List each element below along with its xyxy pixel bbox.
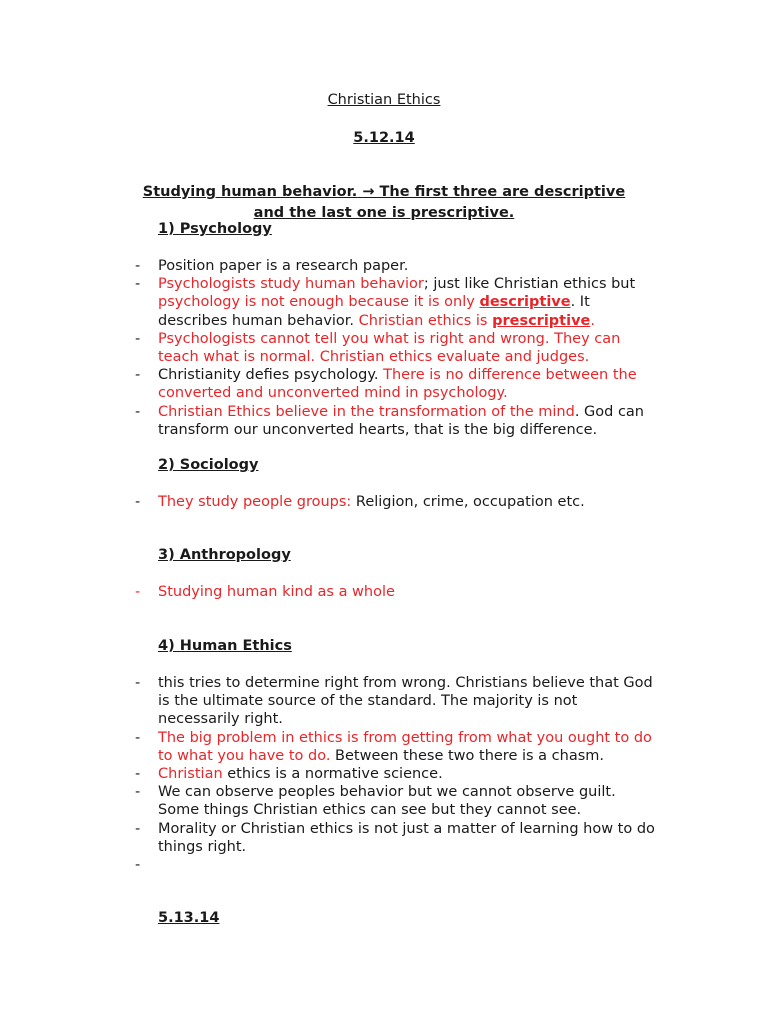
human-ethics-list xyxy=(135,674,655,874)
item-text-red: Christian xyxy=(158,766,223,783)
item-text-red: . xyxy=(590,312,595,329)
emphasis-descriptive: descriptive xyxy=(479,294,571,311)
bullet-dash: - xyxy=(135,584,141,600)
item-text-red: The big problem in ethics is from getting from what you ought to do to what you have to do. xyxy=(158,729,652,764)
right-arrow-icon: → xyxy=(362,184,375,200)
bullet-dash: - xyxy=(135,367,141,384)
list-item xyxy=(135,275,655,330)
bullet-dash: - xyxy=(135,403,141,420)
item-text-red: There is no difference between the converted and unconverted mind in psychology. xyxy=(158,367,637,402)
doc-date: 5.12.14 xyxy=(353,130,415,146)
list-item xyxy=(135,765,655,783)
list-item xyxy=(135,366,655,402)
list-item xyxy=(135,493,655,511)
item-text: Position paper is a research paper. xyxy=(158,258,409,274)
item-text: ethics is a normative science. xyxy=(222,766,443,783)
item-text-red: Christian Ethics believe in the transformation of the mind xyxy=(158,403,575,420)
bullet-dash: - xyxy=(135,330,141,347)
bullet-dash: - xyxy=(135,857,141,874)
section-heading-sociology: 2) Sociology xyxy=(158,457,259,473)
list-item xyxy=(135,330,655,366)
intro-heading-a: Studying human behavior. xyxy=(142,184,358,200)
anthropology-list xyxy=(135,583,655,601)
item-text-red: Studying human kind as a whole xyxy=(158,584,395,600)
item-text-red: They study people groups: xyxy=(158,494,352,510)
item-text: . It describes human behavior. xyxy=(158,294,590,329)
list-item xyxy=(135,403,655,439)
intro-heading xyxy=(0,182,768,224)
item-text: this tries to determine right from wrong. Christians believe that God is the ultimate source of the standard. The majority is not necessarily right. xyxy=(158,675,653,728)
bullet-dash: - xyxy=(135,675,141,691)
section-heading-anthropology: 3) Anthropology xyxy=(158,547,291,563)
item-text-red: Psychologists study human behavior xyxy=(158,276,424,293)
emphasis-prescriptive: prescriptive xyxy=(492,312,591,329)
item-text-red: Psychologists cannot tell you what is right and wrong. They can teach what is normal. Christian ethics evaluate and judges. xyxy=(158,330,621,366)
sociology-list xyxy=(135,493,655,511)
item-text: We can observe peoples behavior but we cannot observe guilt. Some things Christian ethics can see but they cannot see. xyxy=(158,784,616,819)
bullet-dash: - xyxy=(135,766,141,783)
bullet-dash: - xyxy=(135,784,141,801)
list-item xyxy=(135,729,655,765)
item-text: . God can transform our unconverted hearts, that is the big difference. xyxy=(158,403,644,438)
bullet-dash: - xyxy=(135,820,141,837)
item-text: Christianity defies psychology. xyxy=(158,367,384,384)
bullet-dash: - xyxy=(135,258,141,274)
list-item-empty xyxy=(135,856,655,874)
bullet-dash: - xyxy=(135,494,141,510)
section-heading-psychology: 1) Psychology xyxy=(158,221,272,237)
list-item xyxy=(135,257,655,275)
psychology-list xyxy=(135,257,655,439)
bullet-dash: - xyxy=(135,276,141,293)
list-item xyxy=(135,583,655,601)
second-date: 5.13.14 xyxy=(158,910,220,926)
item-text: Morality or Christian ethics is not just a matter of learning how to do things right. xyxy=(158,820,655,855)
item-text: ; just like Christian ethics but xyxy=(423,276,636,293)
item-text: Between these two there is a chasm. xyxy=(330,747,604,764)
list-item xyxy=(135,820,655,856)
item-text: Religion, crime, occupation etc. xyxy=(351,494,585,510)
doc-title: Christian Ethics xyxy=(327,92,441,108)
item-text-red: Christian ethics is xyxy=(358,312,493,329)
bullet-dash: - xyxy=(135,729,141,746)
list-item xyxy=(135,783,655,819)
intro-heading-line2: and the last one is prescriptive. xyxy=(253,205,515,221)
intro-heading-b: The first three are descriptive xyxy=(374,184,626,200)
item-text-red: psychology is not enough because it is only xyxy=(158,294,480,311)
section-heading-human-ethics: 4) Human Ethics xyxy=(158,638,292,654)
list-item xyxy=(135,674,655,729)
